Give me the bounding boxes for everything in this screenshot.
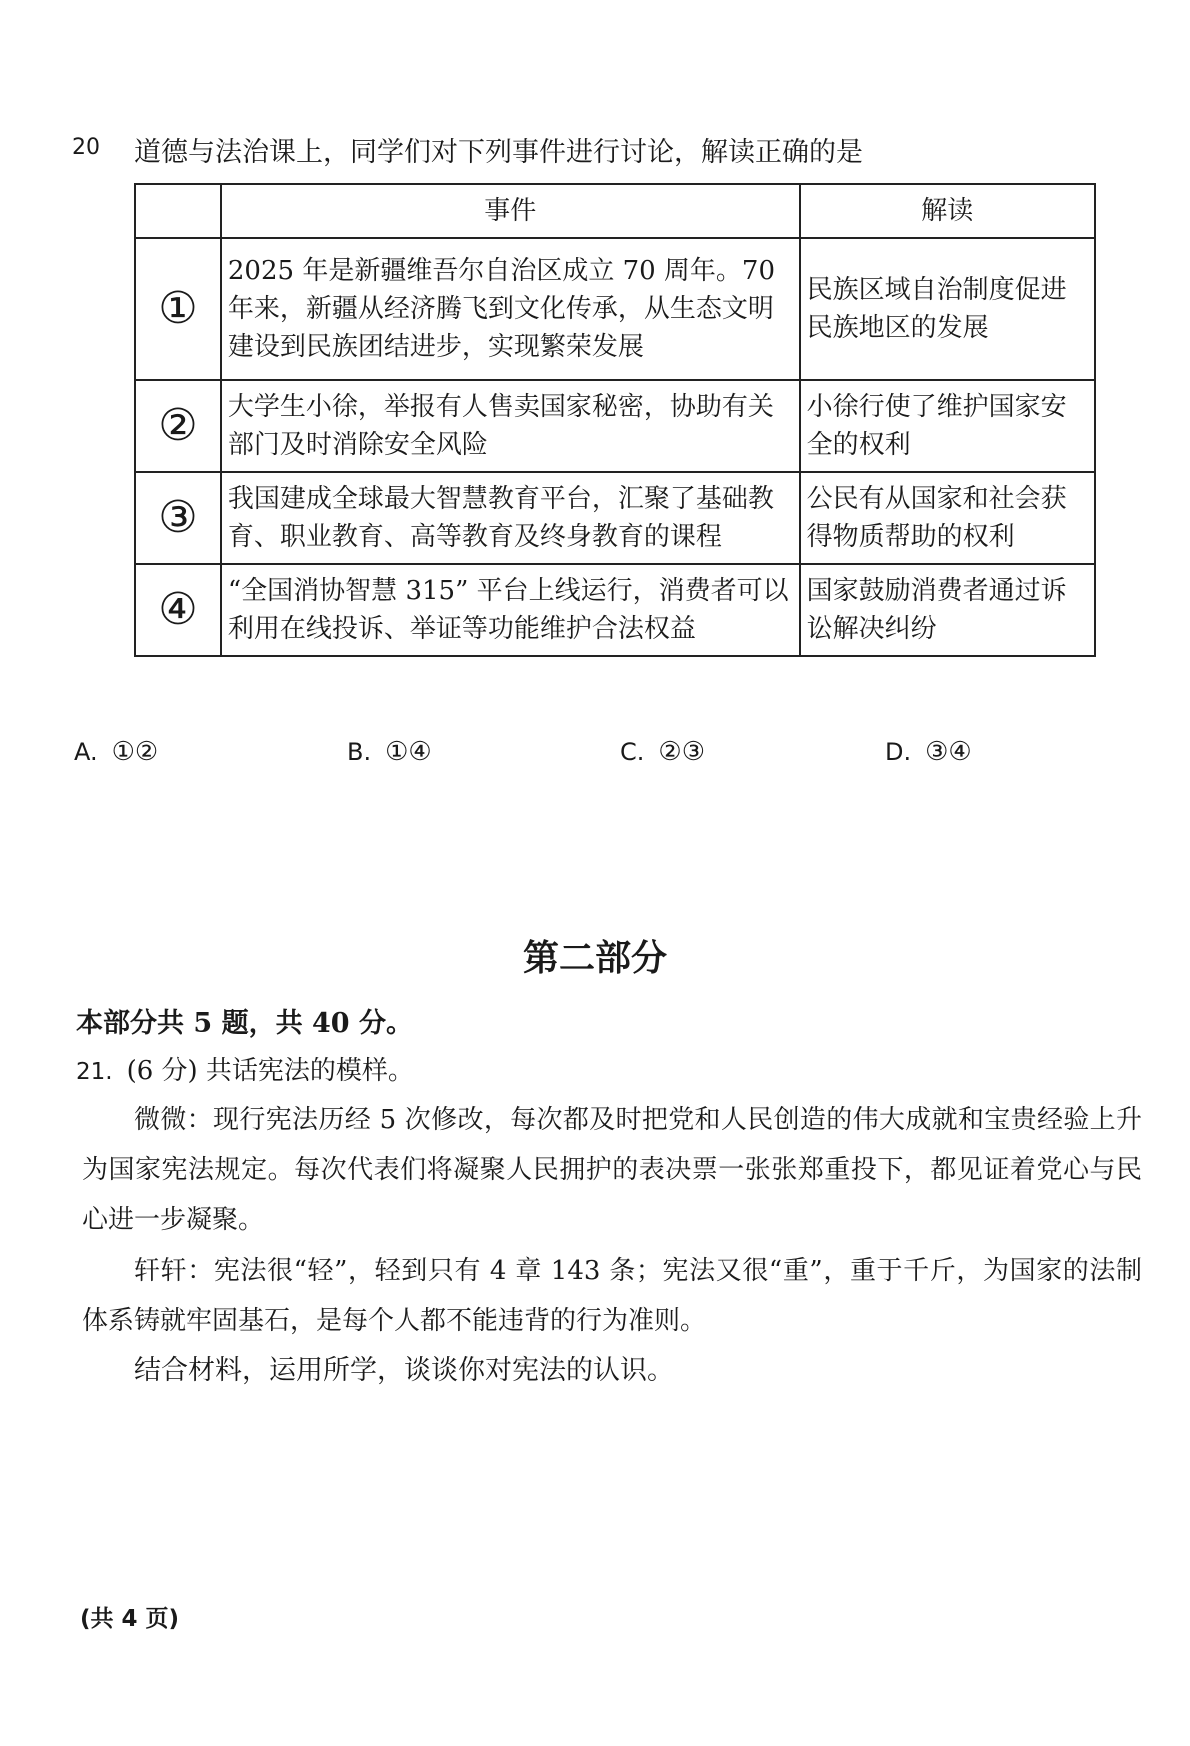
row-interpretation: 民族区域自治制度促进民族地区的发展 [800, 238, 1095, 380]
table-row [135, 472, 1095, 564]
option-letter: D. [885, 738, 912, 766]
question-number: 20 [72, 135, 100, 160]
option-b[interactable] [347, 737, 432, 767]
row-index: ④ [135, 564, 221, 656]
question-21-header [76, 1050, 414, 1087]
question-number: 21. [76, 1059, 113, 1085]
question-title: (6 分) 共话宪法的模样。 [126, 1056, 414, 1086]
option-c[interactable] [620, 737, 705, 767]
page-count: (共 4 页) [80, 1606, 180, 1632]
row-index: ② [135, 380, 221, 472]
table-header-row [135, 184, 1095, 238]
option-letter: C. [620, 738, 645, 766]
section-description: 本部分共 5 题，共 40 分。 [76, 1008, 413, 1039]
question-stem: 道德与法治课上，同学们对下列事件进行讨论，解读正确的是 [134, 137, 863, 168]
option-d[interactable] [885, 737, 972, 767]
section-title: 第二部分 [522, 938, 667, 979]
question-task: 结合材料，运用所学，谈谈你对宪法的认识。 [134, 1355, 674, 1386]
option-letter: A. [74, 738, 98, 766]
row-interpretation: 公民有从国家和社会获得物质帮助的权利 [800, 472, 1095, 564]
row-index: ③ [135, 472, 221, 564]
option-text: ①② [111, 737, 159, 767]
event-table [134, 183, 1096, 657]
table-row [135, 238, 1095, 380]
material-paragraph: 微微：现行宪法历经 5 次修改，每次都及时把党和人民创造的伟大成就和宝贵经验上升为国家宪法规定。每次代表们将凝聚人民拥护的表决票一张张郑重投下，都见证着党心与民心进一步凝聚。 [82, 1105, 1142, 1235]
table-row [135, 564, 1095, 656]
option-a[interactable] [74, 737, 158, 767]
option-text: ①④ [385, 737, 432, 767]
option-text: ③④ [925, 737, 972, 767]
row-interpretation: 国家鼓励消费者通过诉讼解决纠纷 [800, 564, 1095, 656]
header-event: 事件 [221, 184, 800, 238]
table-row [135, 380, 1095, 472]
header-interpretation: 解读 [800, 184, 1095, 238]
row-event: 大学生小徐，举报有人售卖国家秘密，协助有关部门及时消除安全风险 [221, 380, 800, 472]
option-text: ②③ [658, 737, 706, 767]
row-event: 我国建成全球最大智慧教育平台，汇聚了基础教育、职业教育、高等教育及终身教育的课程 [221, 472, 800, 564]
option-letter: B. [347, 738, 372, 766]
row-event: “全国消协智慧 315” 平台上线运行，消费者可以利用在线投诉、举证等功能维护合法权益 [221, 564, 800, 656]
material-paragraph: 轩轩：宪法很“轻”，轻到只有 4 章 143 条；宪法又很“重”，重于千斤，为国家的法制体系铸就牢固基石，是每个人都不能违背的行为准则。 [82, 1256, 1142, 1336]
row-event: 2025 年是新疆维吾尔自治区成立 70 周年。70 年来，新疆从经济腾飞到文化传承，从生态文明建设到民族团结进步，实现繁荣发展 [221, 238, 800, 380]
row-index: ① [135, 238, 221, 380]
row-interpretation: 小徐行使了维护国家安全的权利 [800, 380, 1095, 472]
header-index [135, 184, 221, 238]
